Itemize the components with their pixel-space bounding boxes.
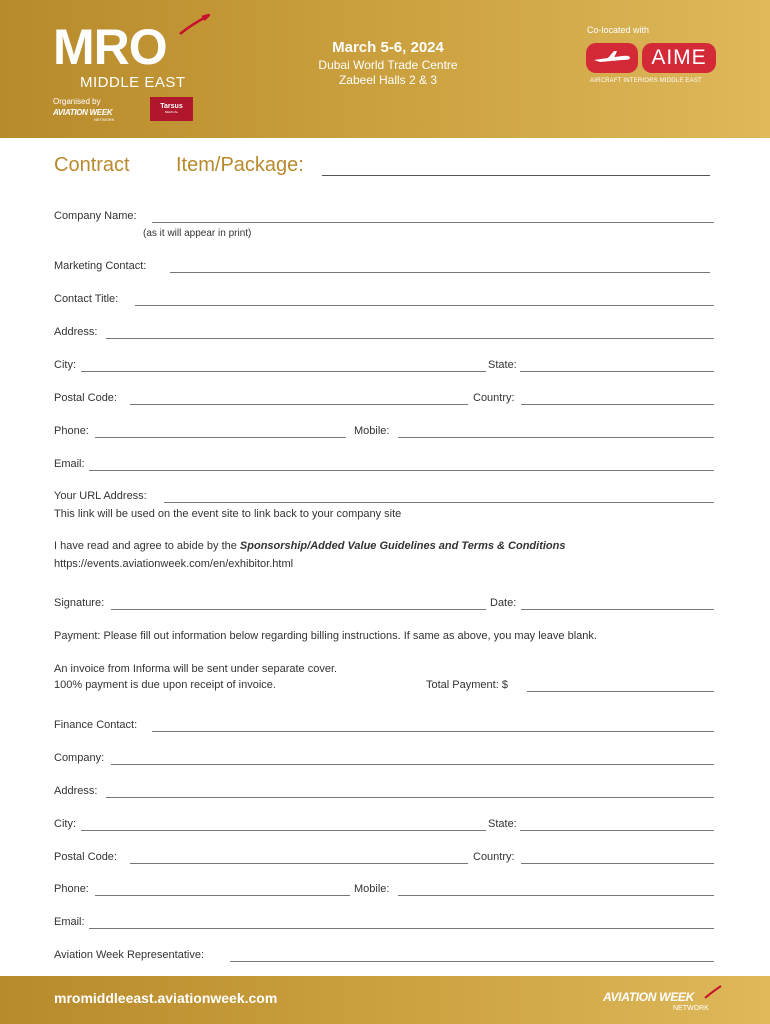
phone-input[interactable] — [95, 437, 346, 438]
footer-aviation-week-logo-sub: NETWORK — [673, 1005, 709, 1012]
billing-email-input[interactable] — [89, 928, 714, 929]
billing-address-field[interactable] — [54, 784, 714, 800]
event-halls: Zabeel Halls 2 & 3 — [338, 73, 438, 87]
billing-city-input[interactable] — [81, 830, 486, 831]
aviation-week-logo: AVIATION WEEK — [53, 108, 113, 117]
agreement-text — [54, 539, 565, 553]
terms-link[interactable]: Sponsorship/Added Value Guidelines and Terms & Conditions — [239, 540, 566, 552]
email-field[interactable] — [54, 457, 714, 473]
organised-by-label: Organised by — [53, 97, 101, 106]
billing-mobile-input[interactable] — [398, 895, 714, 896]
footer-swoosh-icon — [704, 985, 722, 999]
contact-title-input[interactable] — [135, 305, 714, 306]
agreement-prefix: I have read and agree to abide by the — [54, 540, 240, 552]
footer-url[interactable]: mromiddleeast.aviationweek.com — [54, 990, 278, 1006]
state-field[interactable] — [488, 358, 714, 374]
signature-input[interactable] — [111, 609, 486, 610]
company-name-note: (as it will appear in print) — [143, 228, 252, 239]
company-name-input[interactable] — [152, 222, 714, 223]
url-note: This link will be used on the event site to link back to your company site — [54, 508, 402, 520]
billing-address-input[interactable] — [106, 797, 714, 798]
aime-subtitle: AIRCRAFT INTERIORS MIDDLE EAST — [590, 78, 702, 84]
state-label: State: — [488, 359, 517, 371]
country-input[interactable] — [521, 404, 714, 405]
billing-phone-field[interactable] — [54, 882, 350, 898]
company-name-field[interactable] — [54, 209, 714, 225]
state-input[interactable] — [520, 371, 714, 372]
postal-code-input[interactable] — [130, 404, 468, 405]
marketing-contact-field[interactable] — [54, 259, 710, 275]
finance-contact-input[interactable] — [152, 731, 714, 732]
phone-label: Phone: — [54, 425, 89, 437]
billing-city-label: City: — [54, 818, 76, 830]
city-field[interactable] — [54, 358, 486, 374]
tarsus-logo-text: Tarsus — [160, 103, 183, 110]
finance-contact-field[interactable] — [54, 718, 714, 734]
aime-logo: AIME — [642, 43, 716, 73]
representative-input[interactable] — [230, 961, 714, 962]
contact-title-label: Contact Title: — [54, 293, 119, 305]
colocated-label: Co-located with — [587, 25, 650, 35]
postal-code-field[interactable] — [54, 391, 468, 407]
url-label: Your URL Address: — [54, 490, 147, 502]
billing-company-field[interactable] — [54, 751, 714, 767]
billing-postal-code-label: Postal Code: — [54, 851, 117, 863]
email-input[interactable] — [89, 470, 714, 471]
representative-field[interactable] — [54, 948, 714, 964]
billing-state-input[interactable] — [520, 830, 714, 831]
billing-country-input[interactable] — [521, 863, 714, 864]
billing-company-label: Company: — [54, 752, 105, 764]
event-date: March 5-6, 2024 — [332, 39, 444, 56]
phone-field[interactable] — [54, 424, 346, 440]
tarsus-logo-sub: MEDICAL — [164, 110, 179, 114]
billing-state-field[interactable] — [488, 817, 714, 833]
billing-phone-input[interactable] — [95, 895, 350, 896]
billing-city-field[interactable] — [54, 817, 486, 833]
date-field[interactable] — [490, 596, 714, 612]
item-package-input-line[interactable] — [322, 175, 710, 176]
invoice-note-2: 100% payment is due upon receipt of invoice. — [54, 679, 276, 691]
signature-field[interactable] — [54, 596, 486, 612]
billing-country-field[interactable] — [473, 850, 714, 866]
event-venue: Dubai World Trade Centre — [318, 58, 458, 72]
finance-contact-label: Finance Contact: — [54, 719, 138, 731]
item-package-label: Item/Package: — [176, 154, 304, 176]
mobile-label: Mobile: — [354, 425, 390, 437]
tarsus-logo — [150, 97, 193, 121]
total-payment-field[interactable] — [426, 678, 714, 694]
billing-phone-label: Phone: — [54, 883, 89, 895]
marketing-contact-input[interactable] — [170, 272, 710, 273]
billing-address-label: Address: — [54, 785, 98, 797]
invoice-note-1: An invoice from Informa will be sent under separate cover. — [54, 663, 338, 675]
billing-state-label: State: — [488, 818, 517, 830]
date-label: Date: — [490, 597, 517, 609]
exhibitor-url[interactable]: https://events.aviationweek.com/en/exhibitor.html — [54, 558, 294, 570]
marketing-contact-label: Marketing Contact: — [54, 260, 147, 272]
address-field[interactable] — [54, 325, 714, 341]
address-input[interactable] — [106, 338, 714, 339]
signature-label: Signature: — [54, 597, 105, 609]
aviation-week-logo-sub: NETWORK — [94, 117, 115, 122]
billing-country-label: Country: — [473, 851, 515, 863]
payment-note: Payment: Please fill out information below regarding billing instructions. If same as above, you may leave blank. — [54, 630, 597, 642]
billing-mobile-label: Mobile: — [354, 883, 390, 895]
email-label: Email: — [54, 458, 85, 470]
total-payment-label: Total Payment: $ — [426, 679, 508, 691]
footer-aviation-week-logo: AVIATION WEEK — [603, 990, 694, 1004]
billing-mobile-field[interactable] — [354, 882, 714, 898]
swoosh-icon — [178, 14, 210, 36]
country-label: Country: — [473, 392, 515, 404]
footer-banner — [0, 976, 770, 1024]
url-field[interactable] — [54, 489, 714, 505]
city-label: City: — [54, 359, 76, 371]
header-banner — [0, 0, 770, 138]
address-label: Address: — [54, 326, 98, 338]
mobile-input[interactable] — [398, 437, 714, 438]
mobile-field[interactable] — [354, 424, 714, 440]
billing-postal-code-input[interactable] — [130, 863, 468, 864]
billing-postal-code-field[interactable] — [54, 850, 468, 866]
url-input[interactable] — [164, 502, 714, 503]
postal-code-label: Postal Code: — [54, 392, 117, 404]
mro-logo: MRO — [53, 19, 167, 75]
total-payment-input[interactable] — [527, 691, 714, 692]
country-field[interactable] — [473, 391, 714, 407]
date-input[interactable] — [521, 609, 714, 610]
contract-title: Contract — [54, 154, 130, 176]
representative-label: Aviation Week Representative: — [54, 949, 205, 961]
contact-title-field[interactable] — [54, 292, 714, 308]
billing-company-input[interactable] — [111, 764, 714, 765]
mro-logo-subtitle: MIDDLE EAST — [80, 74, 186, 91]
company-name-label: Company Name: — [54, 210, 137, 222]
aime-plane-icon — [586, 43, 638, 73]
billing-email-label: Email: — [54, 916, 85, 928]
billing-email-field[interactable] — [54, 915, 714, 931]
city-input[interactable] — [81, 371, 486, 372]
